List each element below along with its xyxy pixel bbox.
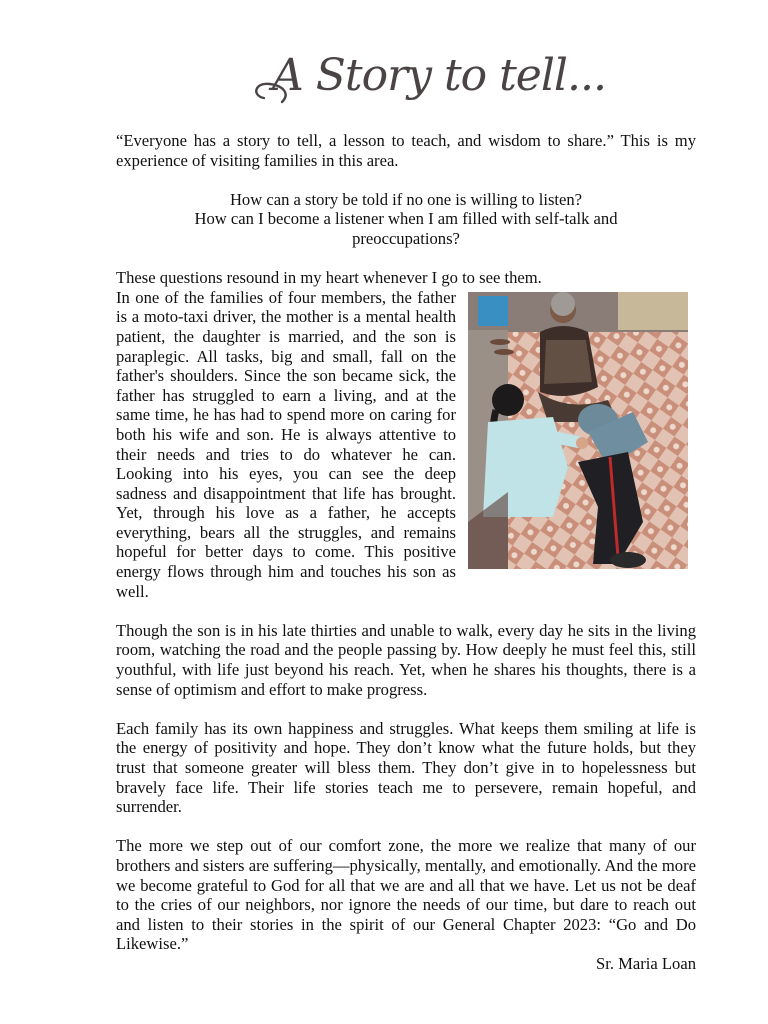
resound-line: These questions resound in my heart whenever I go to see them. xyxy=(116,268,542,288)
each-family-paragraph: Each family has its own happiness and struggles. What keeps them smiling at life is the energy of positivity and hope. They don’t know what the future holds, but they trust that someone greater will bless them. They don’t give in to hopelessness but bravely face life. Their life stories teach me to persevere, remain hopeful, and surrender. xyxy=(116,718,696,817)
title-text: A Story to tell... xyxy=(272,50,606,101)
photo-visit-family-icon xyxy=(468,292,688,569)
intro-paragraph: “Everyone has a story to tell, a lesson to teach, and wisdom to share.” This is my experience of visiting families in this area. xyxy=(116,131,696,170)
signature: Sr. Maria Loan xyxy=(596,953,696,973)
son-paragraph: Though the son is in his late thirties and unable to walk, every day he sits in the living room, watching the road and the people passing by. How deeply he must feel this, still youthful, with life just beyond his reach. Yet, when he shares his thoughts, there is a sense of optimism and effort to make progress. xyxy=(116,620,696,699)
closing-paragraph: The more we step out of our comfort zone, the more we realize that many of our brothers and sisters are suffering—physically, mentally, and emotionally. And the more we become grateful to God for all that we are and all that we have. Let us not be deaf to the cries of our neighbors, nor ignore the needs of our time, but dare to reach out and listen to their stories in the spirit of our General Chapter 2023: “Go and Do Likewise.” xyxy=(116,836,696,954)
document-title xyxy=(250,38,606,110)
family-visit-photo xyxy=(468,292,688,569)
question-line-1: How can a story be told if no one is willing to listen? xyxy=(229,189,583,209)
question-line-2: How can I become a listener when I am filled with self-talk and preoccupations? xyxy=(194,209,618,248)
article-body xyxy=(116,131,696,974)
title-lettering xyxy=(250,38,606,110)
family-paragraph: In one of the families of four members, the father is a moto-taxi driver, the mother is a mental health patient, the daughter is married, and the son is paraplegic. All tasks, big and small, fall on the father's shoulders. Since the son became sick, the father has struggled to earn a living, and at the same time, he has had to spend more on caring for both his wife and son. He is always attentive to their needs and tries to do whatever he can. Looking into his eyes, you can see the deep sadness and disappointment that life has brought. Yet, through his love as a father, he accepts everything, bears all the struggles, and remains hopeful for better days to come. This positive energy flows through him and touches his son as well. xyxy=(116,287,456,601)
